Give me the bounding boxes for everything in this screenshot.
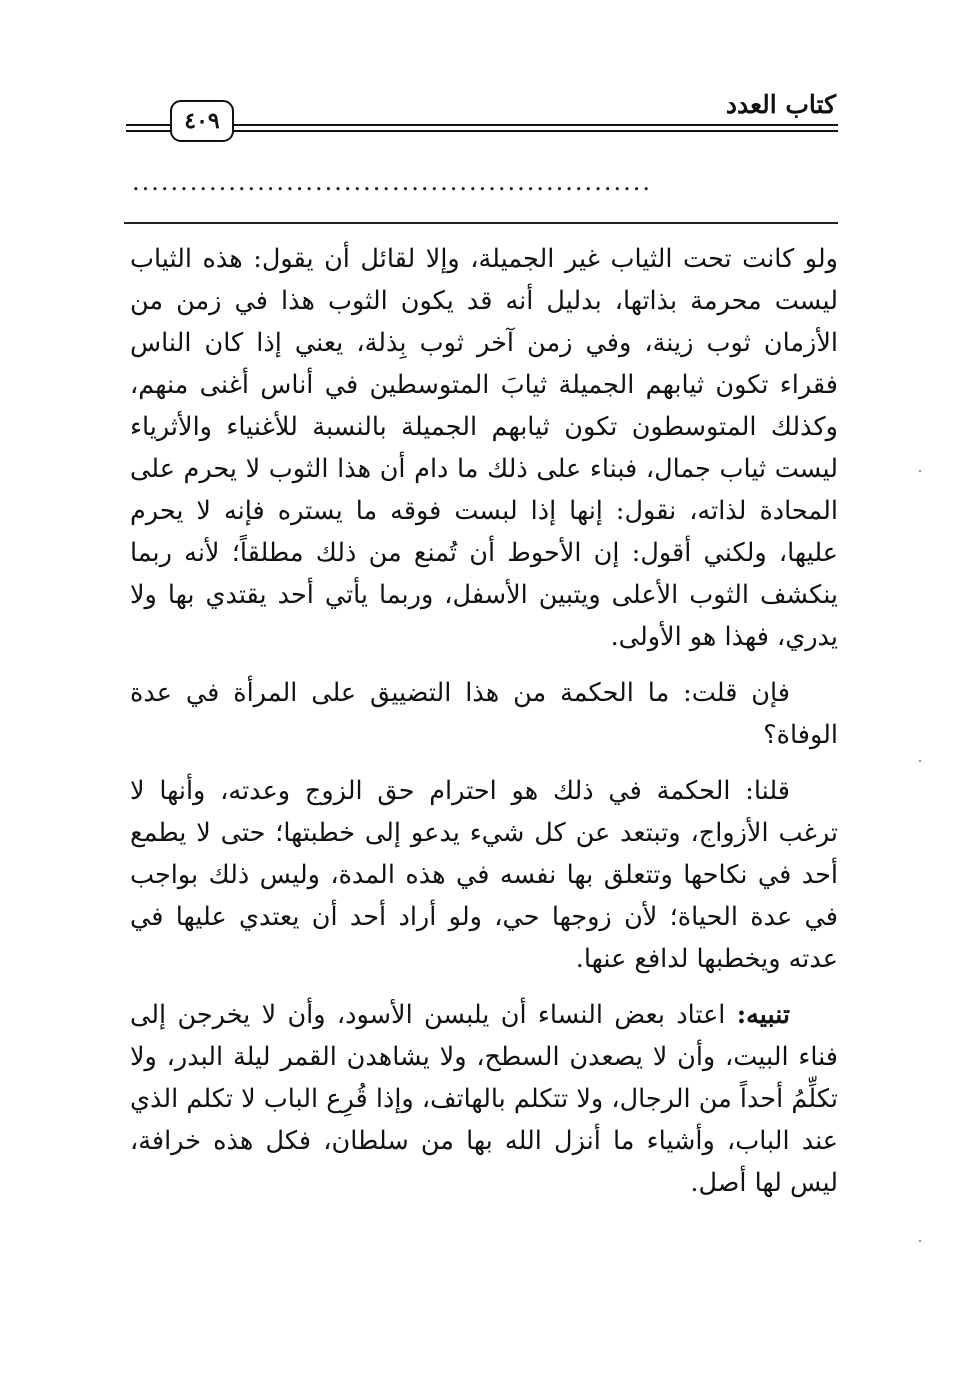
- body-text: [130, 238, 838, 1204]
- header-rule-left-bottom: [126, 130, 170, 132]
- page-number: ٤٠٩: [170, 100, 234, 142]
- header-rule-right-bottom: [234, 130, 838, 132]
- margin-speck: [919, 470, 921, 472]
- paragraph: فإن قلت: ما الحكمة من هذا التضييق على المرأة في عدة الوفاة؟: [130, 678, 838, 750]
- separator-line: [124, 222, 838, 224]
- continuation-dots: ......................................................: [132, 170, 652, 194]
- note-text: اعتاد بعض النساء أن يلبسن الأسود، وأن لا يخرجن إلى فناء البيت، وأن لا يصعدن السطح، ولا يشاهدن القمر ليلة البدر، ولا تكلِّمُ أحداً من الرجال، ولا تتكلم بالهاتف، وإذا قُرِع الباب لا تكلم الذي عند الباب، وأشياء ما أنزل الله بها من سلطان، فكل هذه خرافة، ليس لها أصل.: [130, 1000, 838, 1198]
- running-header-title: كتاب العدد: [725, 90, 836, 119]
- margin-speck: [919, 760, 921, 762]
- header-rule-left-top: [126, 124, 170, 126]
- header-rule-right-top: [234, 124, 838, 126]
- paragraph: [130, 994, 838, 1204]
- note-label: تنبيه:: [736, 1000, 790, 1030]
- paragraph: قلنا: الحكمة في ذلك هو احترام حق الزوج وعدته، وأنها لا ترغب الأزواج، وتبتعد عن كل شيء يدعو إلى خطبتها؛ حتى لا يطمع أحد في نكاحها وتتعلق بها نفسه في هذه المدة، وليس ذلك بواجب في عدة الحياة؛ لأن زوجها حي، ولو أراد أحد أن يعتدي عليها في عدته ويخطبها لدافع عنها.: [130, 776, 838, 974]
- paragraph: ولو كانت تحت الثياب غير الجميلة، وإلا لقائل أن يقول: هذه الثياب ليست محرمة بذاتها، بدليل أنه قد يكون الثوب هذا في زمن من الأزمان ثوب زينة، وفي زمن آخر ثوب بِذلة، يعني إذا كان الناس فقراء تكون ثيابهم الجميلة ثيابَ المتوسطين في أناس أغنى منهم، وكذلك المتوسطون تكون ثيابهم الجميلة بالنسبة للأغنياء والأثرياء ليست ثياب جمال، فبناء على ذلك ما دام أن هذا الثوب لا يحرم على المحادة لذاته، نقول: إنها إذا لبست فوقه ما يستره فإنه لا يحرم عليها، ولكني أقول: إن الأحوط أن تُمنع من ذلك مطلقاً؛ لأنه ربما ينكشف الثوب الأعلى ويتبين الأسفل، وربما يأتي أحد يقتدي بها ولا يدري، فهذا هو الأولى.: [130, 244, 838, 652]
- margin-speck: [919, 1240, 921, 1242]
